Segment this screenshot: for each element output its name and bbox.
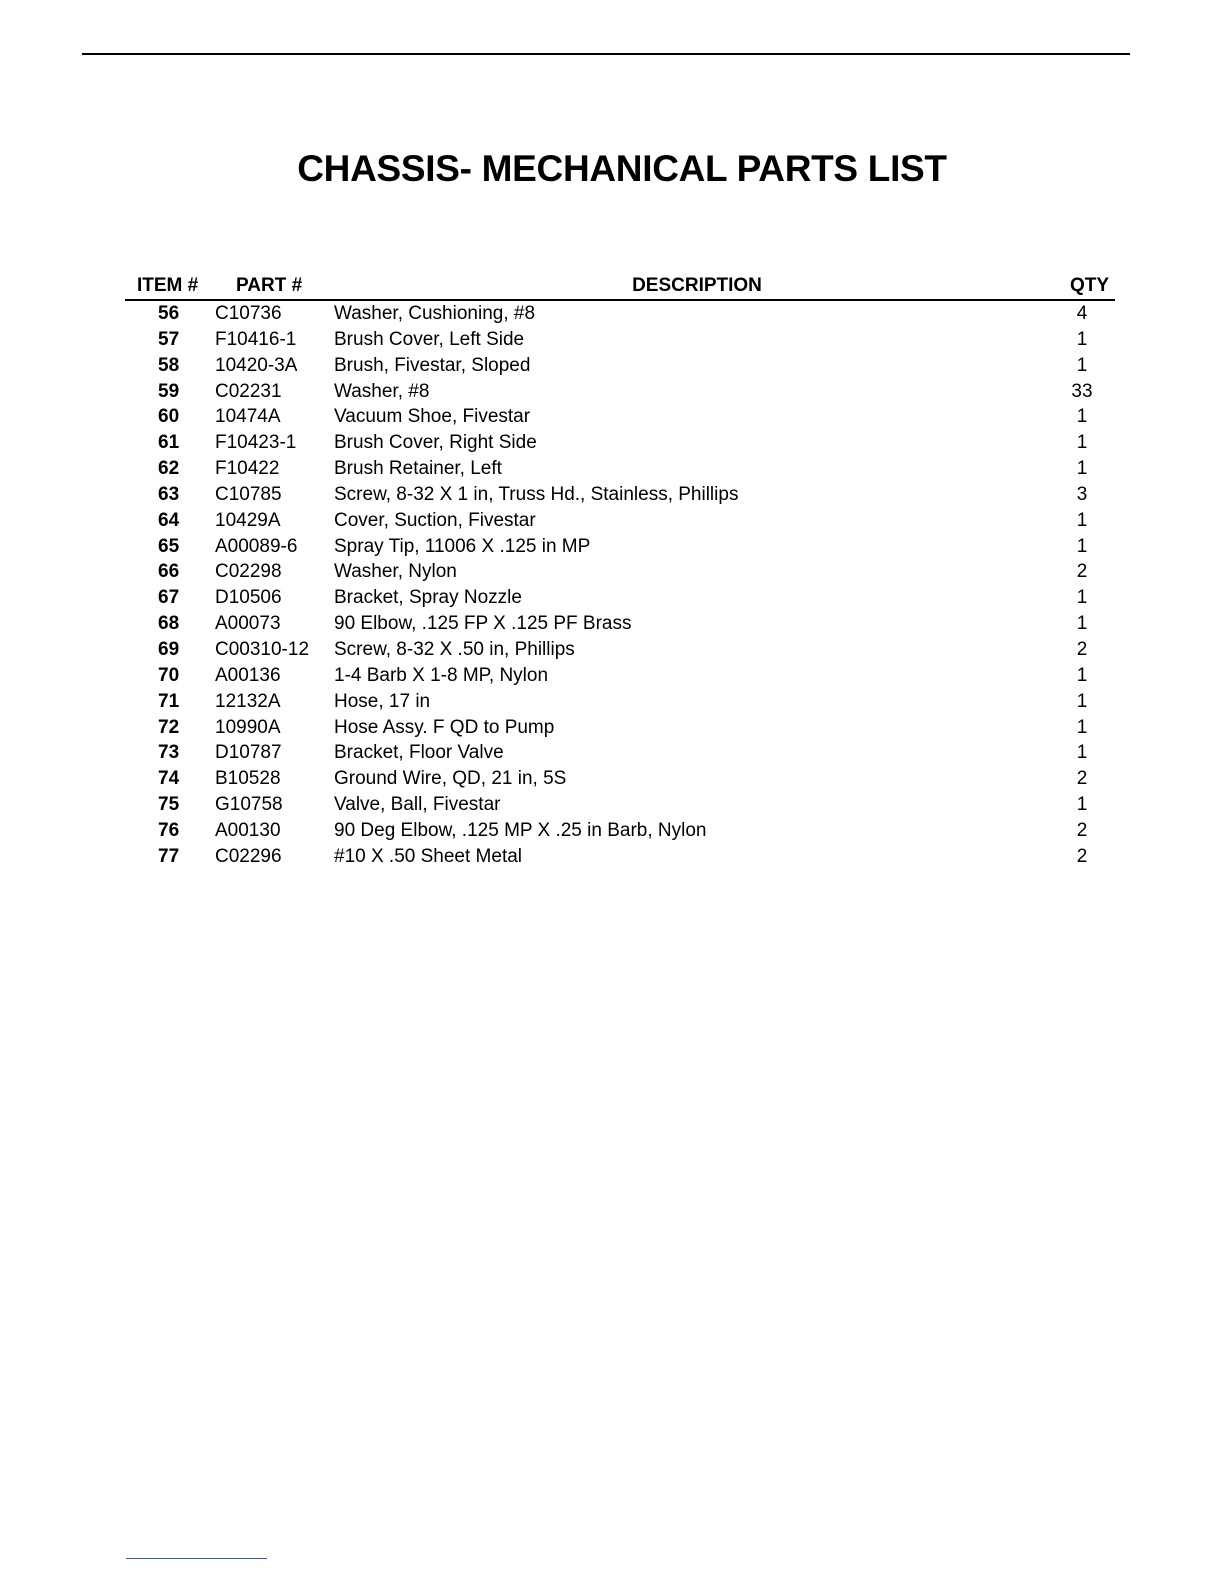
parts-table	[125, 272, 1115, 871]
table-row	[125, 380, 1115, 406]
table-row	[125, 767, 1115, 793]
table-row	[125, 716, 1115, 742]
quantity: 1	[1076, 613, 1088, 635]
part-number: C02231	[215, 380, 282, 402]
part-description: Brush Cover, Right Side	[334, 432, 537, 454]
table-body	[125, 301, 1115, 871]
quantity: 33	[1071, 380, 1093, 402]
item-number: 58	[158, 354, 180, 376]
item-number: 57	[158, 328, 180, 350]
part-description: Brush Cover, Left Side	[334, 328, 525, 350]
quantity: 1	[1076, 587, 1088, 609]
table-row	[125, 819, 1115, 845]
part-number: D10506	[215, 587, 282, 609]
part-number: C02298	[215, 561, 282, 583]
table-row	[125, 509, 1115, 535]
table-row	[125, 793, 1115, 819]
quantity: 1	[1076, 535, 1088, 557]
part-number: F10423-1	[215, 432, 297, 454]
quantity: 1	[1076, 432, 1088, 454]
quantity: 2	[1076, 768, 1088, 790]
table-row	[125, 741, 1115, 767]
quantity: 1	[1076, 509, 1088, 531]
part-number: A00089-6	[215, 535, 298, 557]
part-number: A00136	[215, 664, 281, 686]
part-description: Vacuum Shoe, Fivestar	[334, 406, 531, 428]
quantity: 1	[1076, 458, 1088, 480]
part-number: F10416-1	[215, 328, 297, 350]
table-row	[125, 586, 1115, 612]
part-number: 10474A	[215, 406, 281, 428]
part-number: B10528	[215, 768, 281, 790]
part-description: 90 Elbow, .125 FP X .125 PF Brass	[334, 613, 632, 635]
item-number: 62	[158, 458, 180, 480]
item-number: 67	[158, 587, 180, 609]
footer-link-rule	[126, 1558, 267, 1559]
quantity: 1	[1076, 328, 1088, 350]
header-qty: QTY	[1069, 275, 1109, 296]
part-description: Brush, Fivestar, Sloped	[334, 354, 531, 376]
part-number: C10736	[215, 303, 282, 324]
quantity: 1	[1076, 690, 1088, 712]
part-number: D10787	[215, 742, 282, 764]
item-number: 66	[158, 561, 180, 583]
part-description: Valve, Ball, Fivestar	[334, 794, 501, 816]
part-description: Cover, Suction, Fivestar	[334, 509, 536, 531]
item-number: 72	[158, 716, 180, 738]
item-number: 77	[158, 845, 180, 867]
table-row	[125, 302, 1115, 328]
part-description: #10 X .50 Sheet Metal	[334, 845, 523, 867]
table-row	[125, 457, 1115, 483]
part-description: Hose Assy. F QD to Pump	[334, 716, 555, 738]
part-number: A00073	[215, 613, 281, 635]
header-item: ITEM #	[137, 275, 199, 296]
part-number: A00130	[215, 819, 281, 841]
top-rule	[82, 53, 1130, 55]
item-number: 64	[158, 509, 180, 531]
part-number: C00310-12	[215, 638, 310, 660]
part-description: Ground Wire, QD, 21 in, 5S	[334, 768, 567, 790]
part-number: C02296	[215, 845, 282, 867]
quantity: 2	[1076, 561, 1088, 583]
part-number: 10990A	[215, 716, 281, 738]
table-row	[125, 560, 1115, 586]
table-row	[125, 535, 1115, 561]
part-description: Washer, #8	[334, 380, 430, 402]
item-number: 56	[158, 303, 180, 324]
item-number: 59	[158, 380, 180, 402]
part-description: Bracket, Floor Valve	[334, 742, 504, 764]
part-description: Washer, Nylon	[334, 561, 457, 583]
part-description: 90 Deg Elbow, .125 MP X .25 in Barb, Nylon	[334, 819, 707, 841]
item-number: 60	[158, 406, 180, 428]
header-part: PART #	[236, 275, 303, 296]
item-number: 71	[158, 690, 180, 712]
quantity: 4	[1076, 303, 1088, 324]
quantity: 2	[1076, 638, 1088, 660]
part-description: Brush Retainer, Left	[334, 458, 502, 480]
header-description: DESCRIPTION	[632, 275, 762, 296]
page-title: CHASSIS- MECHANICAL PARTS LIST	[297, 148, 947, 189]
quantity: 1	[1076, 664, 1088, 686]
quantity: 3	[1076, 483, 1088, 505]
item-number: 69	[158, 638, 180, 660]
item-number: 63	[158, 483, 180, 505]
quantity: 2	[1076, 819, 1088, 841]
table-row	[125, 664, 1115, 690]
item-number: 68	[158, 613, 180, 635]
item-number: 61	[158, 432, 180, 454]
part-description: Spray Tip, 11006 X .125 in MP	[334, 535, 591, 557]
table-header	[125, 272, 1115, 301]
item-number: 73	[158, 742, 180, 764]
part-description: Bracket, Spray Nozzle	[334, 587, 522, 609]
table-row	[125, 845, 1115, 871]
item-number: 76	[158, 819, 180, 841]
item-number: 70	[158, 664, 180, 686]
table-row	[125, 431, 1115, 457]
item-number: 65	[158, 535, 180, 557]
table-row	[125, 328, 1115, 354]
table-row	[125, 354, 1115, 380]
table-row	[125, 612, 1115, 638]
part-description: 1-4 Barb X 1-8 MP, Nylon	[334, 664, 549, 686]
item-number: 74	[158, 768, 180, 790]
part-description: Washer, Cushioning, #8	[334, 303, 536, 324]
part-number: F10422	[215, 458, 280, 480]
part-description: Screw, 8-32 X .50 in, Phillips	[334, 638, 575, 660]
table-row	[125, 405, 1115, 431]
table-row	[125, 483, 1115, 509]
part-number: 10429A	[215, 509, 281, 531]
part-description: Screw, 8-32 X 1 in, Truss Hd., Stainless, Phillips	[334, 483, 739, 505]
quantity: 1	[1076, 742, 1088, 764]
part-number: 10420-3A	[215, 354, 298, 376]
table-row	[125, 638, 1115, 664]
quantity: 1	[1076, 716, 1088, 738]
item-number: 75	[158, 794, 180, 816]
quantity: 2	[1076, 845, 1088, 867]
part-number: C10785	[215, 483, 282, 505]
quantity: 1	[1076, 354, 1088, 376]
quantity: 1	[1076, 406, 1088, 428]
part-number: 12132A	[215, 690, 281, 712]
part-description: Hose, 17 in	[334, 690, 431, 712]
quantity: 1	[1076, 794, 1088, 816]
part-number: G10758	[215, 794, 283, 816]
table-row	[125, 690, 1115, 716]
